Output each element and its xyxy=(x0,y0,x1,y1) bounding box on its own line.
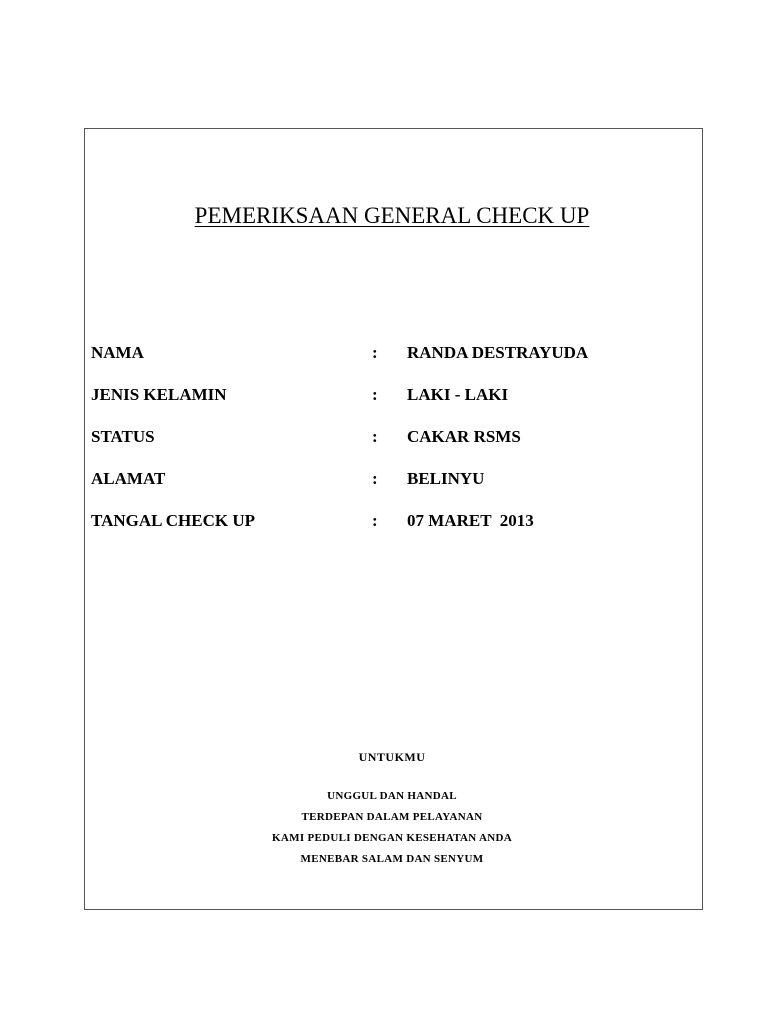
motto-heading: UNTUKMU xyxy=(358,750,426,764)
field-label: JENIS KELAMIN xyxy=(91,385,227,404)
field-separator: : xyxy=(372,343,378,362)
field-value: RANDA DESTRAYUDA xyxy=(407,343,589,362)
field-row-name xyxy=(91,343,691,385)
patient-info xyxy=(91,343,691,553)
field-separator: : xyxy=(372,511,378,530)
field-row-gender xyxy=(91,385,691,427)
field-separator: : xyxy=(372,385,378,404)
field-value: BELINYU xyxy=(407,469,485,488)
field-label: STATUS xyxy=(91,427,155,446)
field-separator: : xyxy=(372,427,378,446)
field-separator: : xyxy=(372,469,378,488)
field-label: TANGAL CHECK UP xyxy=(91,511,256,530)
document-title: PEMERIKSAAN GENERAL CHECK UP xyxy=(194,203,590,228)
motto-line: KAMI PEDULI DENGAN KESEHATAN ANDA xyxy=(272,832,512,844)
field-label: NAMA xyxy=(91,343,144,362)
field-value: CAKAR RSMS xyxy=(407,427,521,446)
motto-block xyxy=(0,750,768,870)
field-row-address xyxy=(91,469,691,511)
motto-line: UNGGUL DAN HANDAL xyxy=(327,790,457,802)
field-value: 07 MARET 2013 xyxy=(407,511,534,530)
motto-line: MENEBAR SALAM DAN SENYUM xyxy=(300,853,484,865)
field-row-checkup-date xyxy=(91,511,691,553)
motto-line: TERDEPAN DALAM PELAYANAN xyxy=(301,811,483,823)
field-value: LAKI - LAKI xyxy=(407,385,509,404)
field-label: ALAMAT xyxy=(91,469,166,488)
field-row-status xyxy=(91,427,691,469)
